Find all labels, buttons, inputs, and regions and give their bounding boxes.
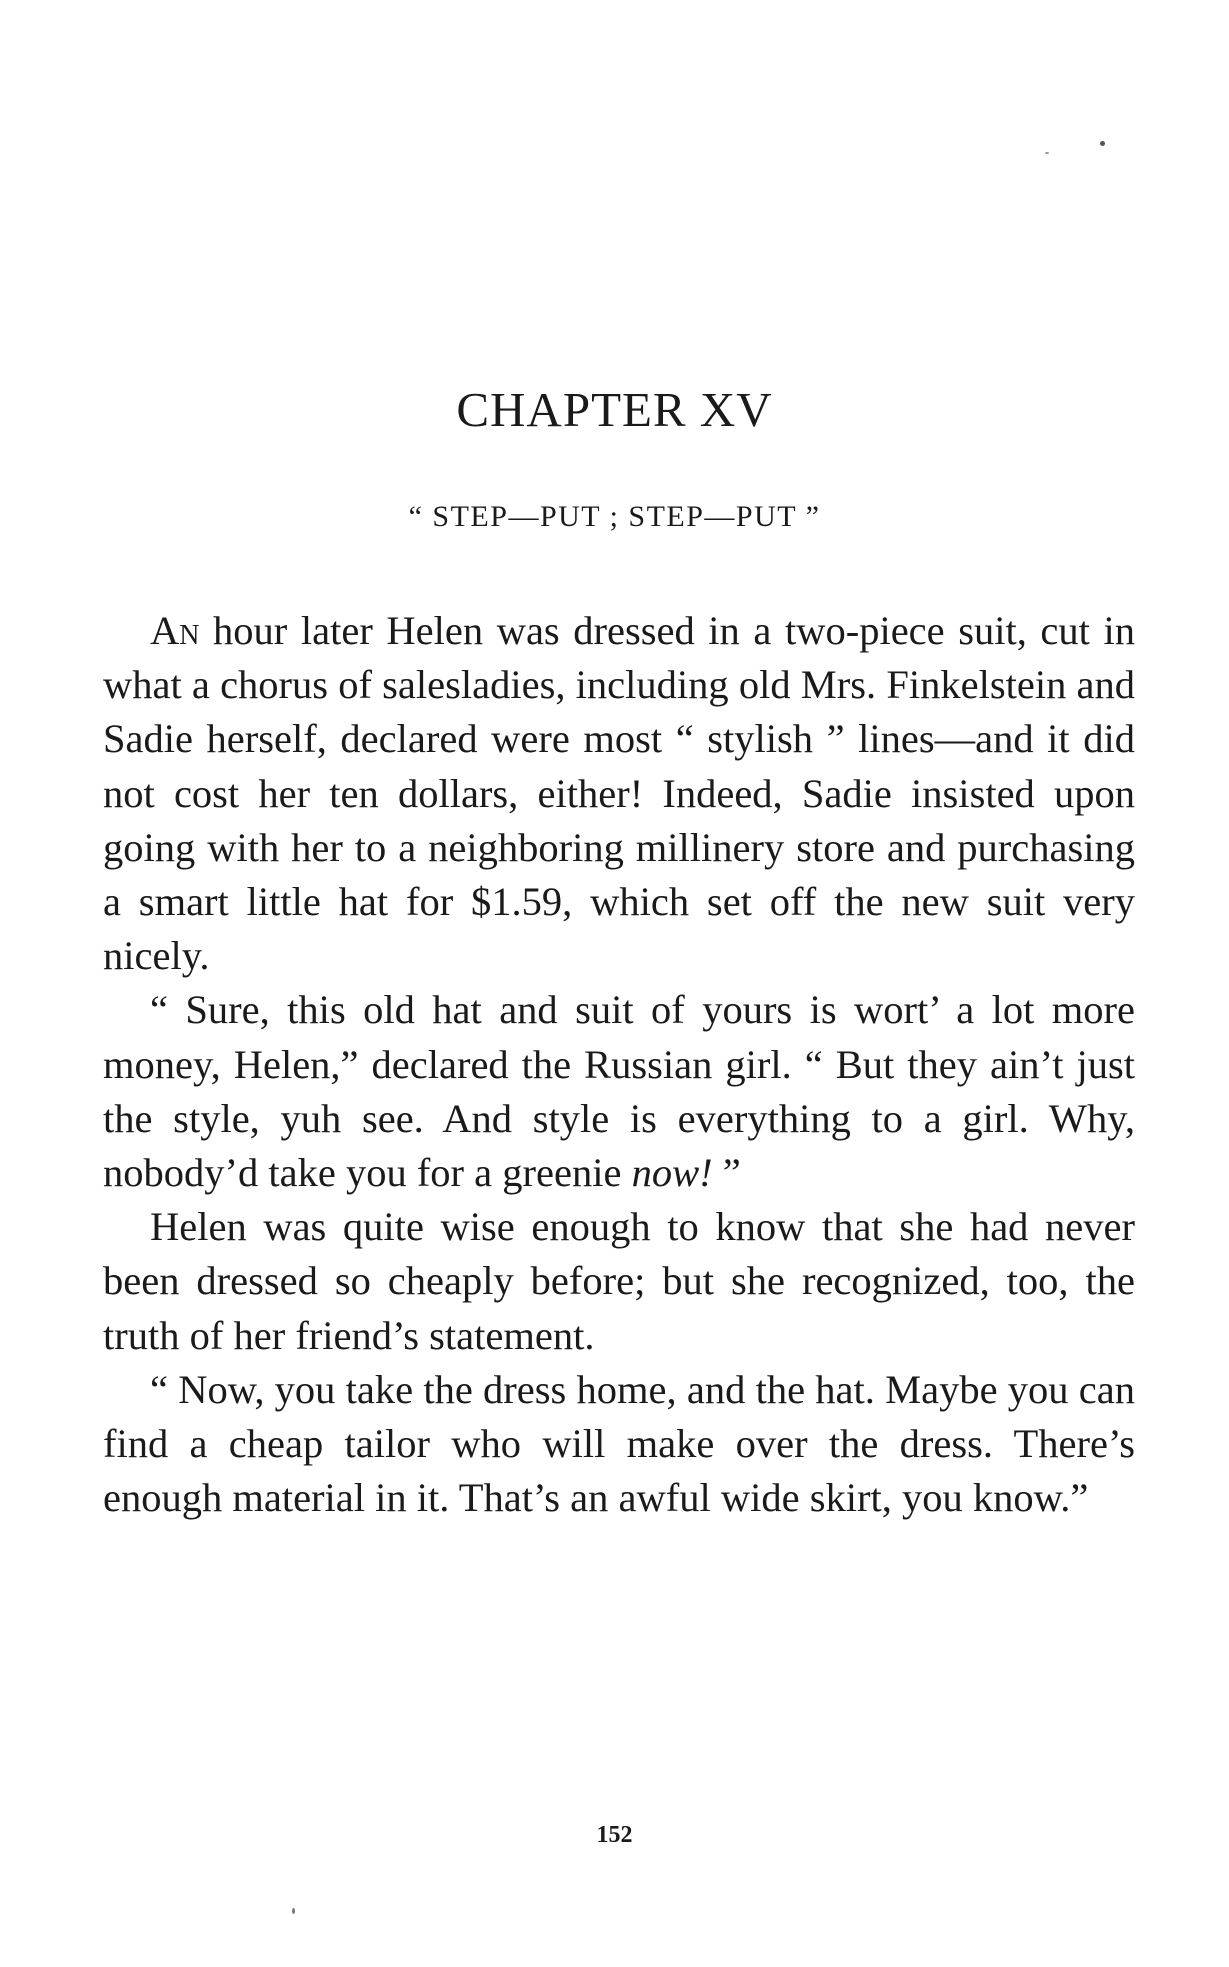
paragraph-1 <box>103 604 1135 983</box>
paragraph-text: Helen was quite wise enough to know that she had never been dressed so cheaply before; but she recognized, too, the truth of her friend’s statement. <box>103 1204 1135 1358</box>
paragraph-4 <box>103 1363 1135 1526</box>
scan-speck <box>1100 141 1105 146</box>
scan-speck <box>292 1908 295 1914</box>
emphasized-word: now! <box>631 1150 713 1196</box>
chapter-subtitle: “ STEP—PUT ; STEP—PUT ” <box>408 500 821 533</box>
paragraph-text: hour later Helen was dressed in a two-piece suit, cut in what a chorus of salesladies, including old Mrs. Finkelstein and Sadie herself, declared were most “ stylish ” lines—and it did not cost her ten dollars, either! Indeed, Sadie insisted upon going with her to a neighboring millinery store and purchasing a smart little hat for $1.59, which set off the new suit very nicely. <box>103 608 1135 979</box>
paragraph-2 <box>103 983 1135 1200</box>
paragraph-lead-word: An <box>150 608 200 653</box>
page-number: 152 <box>596 1822 633 1848</box>
paragraph-3 <box>103 1200 1135 1363</box>
chapter-title: CHAPTER XV <box>456 382 773 437</box>
paragraph-text: “ Sure, this old hat and suit of yours is wort’ a lot more money, Helen,” declared the Russian girl. “ But they ain’t just the style, yuh see. And style is everything to a girl. Why, nobody’d take you for a greenie <box>103 987 1135 1196</box>
closing-quote: ” <box>712 1150 741 1196</box>
chapter-body <box>103 604 1135 1525</box>
paragraph-text: “ Now, you take the dress home, and the hat. Maybe you can find a cheap tailor who will make over the dress. There’s enough material in it. That’s an awful wide skirt, you know.” <box>103 1366 1135 1521</box>
scan-speck <box>1045 152 1049 154</box>
